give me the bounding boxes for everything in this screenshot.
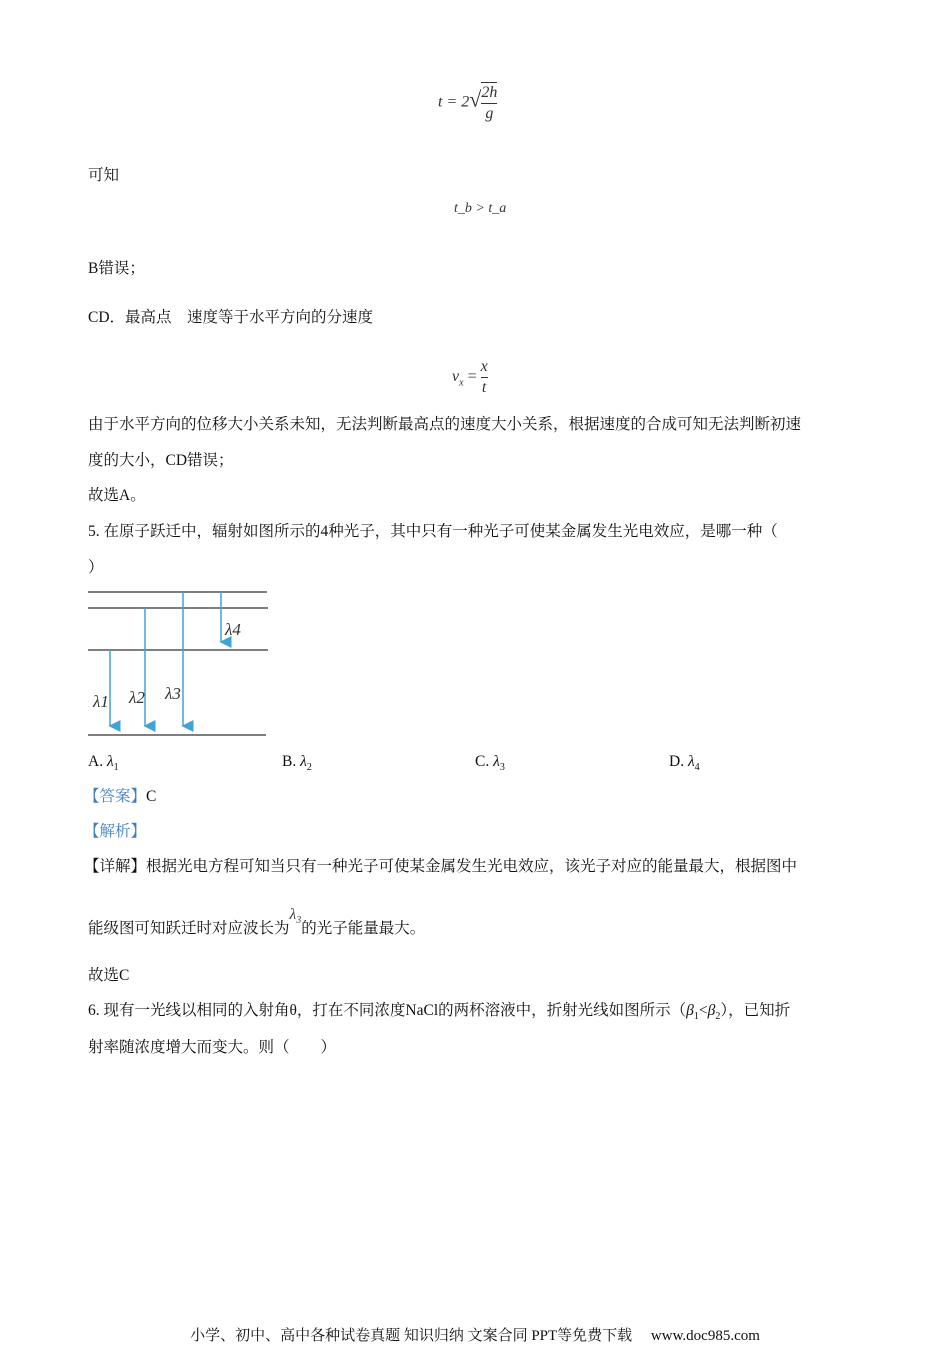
text-line: 由于水平方向的位移大小关系未知，无法判断最高点的速度大小关系，根据速度的合成可知无法判断初速 <box>88 416 802 433</box>
answer-value: C <box>146 788 157 805</box>
question-5-end: ） <box>88 559 104 576</box>
option-sub: 4 <box>694 762 700 774</box>
denominator: t <box>481 379 487 396</box>
text-line: 可知 <box>88 167 120 184</box>
formula-sub: x <box>459 377 464 389</box>
answer-line <box>84 787 156 807</box>
label-lambda4: λ4 <box>225 620 241 639</box>
text-line: CD．最高点 速度等于水平方向的分速度 <box>88 309 374 326</box>
detail-text: 的光子能量最大。 <box>301 920 426 937</box>
numerator: 2h <box>481 83 497 104</box>
label-lambda3: λ3 <box>165 684 181 703</box>
formula-eq: = <box>463 368 481 386</box>
option-letter: D. <box>669 753 688 770</box>
beta1-sub: 1 <box>693 1011 699 1023</box>
option-value: λ <box>687 753 695 770</box>
option-letter: B. <box>282 753 301 770</box>
formula-compare: t_b > t_a <box>454 201 507 216</box>
option-d[interactable] <box>669 753 700 773</box>
option-value: λ <box>493 753 500 770</box>
footer-text: 小学、初中、高中各种试卷真题 知识归纳 文案合同 PPT等免费下载 www.doc985.com <box>190 1328 760 1344</box>
option-c[interactable] <box>475 753 505 773</box>
less-than: < <box>698 1002 708 1019</box>
analysis-tag: 【解析】 <box>84 823 147 840</box>
label-lambda1: λ1 <box>93 692 109 711</box>
symbol: λ <box>289 906 297 923</box>
text-line: 度的大小，CD错误； <box>88 452 234 469</box>
text-line: 故选C <box>88 967 130 984</box>
formula-time: t = 2√ $\frac{2h}{g}$ <box>438 84 498 122</box>
option-b[interactable] <box>282 753 312 773</box>
lambda3-symbol <box>289 906 302 927</box>
formula-vx <box>452 357 488 398</box>
formula-lhs: t = 2 <box>438 93 470 111</box>
question-5: 5. 在原子跃迁中，辐射如图所示的4种光子，其中只有一种光子可使某金属发生光电效应，是哪一种（ <box>88 523 778 540</box>
numerator: x <box>481 357 488 378</box>
q6-text: ），已知折 <box>720 1002 791 1019</box>
text-line: B错误； <box>88 260 145 277</box>
detail-line-2 <box>88 906 426 945</box>
beta2: β <box>707 1002 716 1019</box>
fraction <box>481 82 497 124</box>
option-sub: 3 <box>499 762 505 774</box>
question-6-line-2: 射率随浓度增大而变大。则（ ） <box>88 1039 337 1056</box>
option-value: λ <box>106 753 114 770</box>
option-sub: 1 <box>113 762 119 774</box>
detail-text: 能级图可知跃迁时对应波长为 <box>88 920 290 937</box>
option-a[interactable] <box>88 753 119 773</box>
answer-tag: 【答案】 <box>84 788 147 805</box>
energy-level-diagram <box>0 0 300 760</box>
text-line: 故选A。 <box>88 487 146 504</box>
denominator: g <box>485 105 494 122</box>
symbol-sub: 3 <box>296 915 302 927</box>
formula-v: v <box>452 368 460 386</box>
beta2-sub: 2 <box>715 1011 721 1023</box>
option-sub: 2 <box>306 762 312 774</box>
q6-text: 6. 现有一光线以相同的入射角θ，打在不同浓度NaCl的两杯溶液中，折射光线如图所示（ <box>88 1002 687 1019</box>
option-letter: A. <box>88 753 107 770</box>
label-lambda2: λ2 <box>129 688 145 707</box>
fraction <box>481 357 488 398</box>
option-value: λ <box>300 753 307 770</box>
detail-tag: 【详解】 <box>84 858 147 875</box>
beta1: β <box>686 1002 694 1019</box>
detail-line <box>84 857 797 877</box>
question-6 <box>88 1001 790 1027</box>
detail-text: 根据光电方程可知当只有一种光子可使某金属发生光电效应，该光子对应的能量最大，根据图中 <box>146 858 798 875</box>
option-letter: C. <box>475 753 494 770</box>
